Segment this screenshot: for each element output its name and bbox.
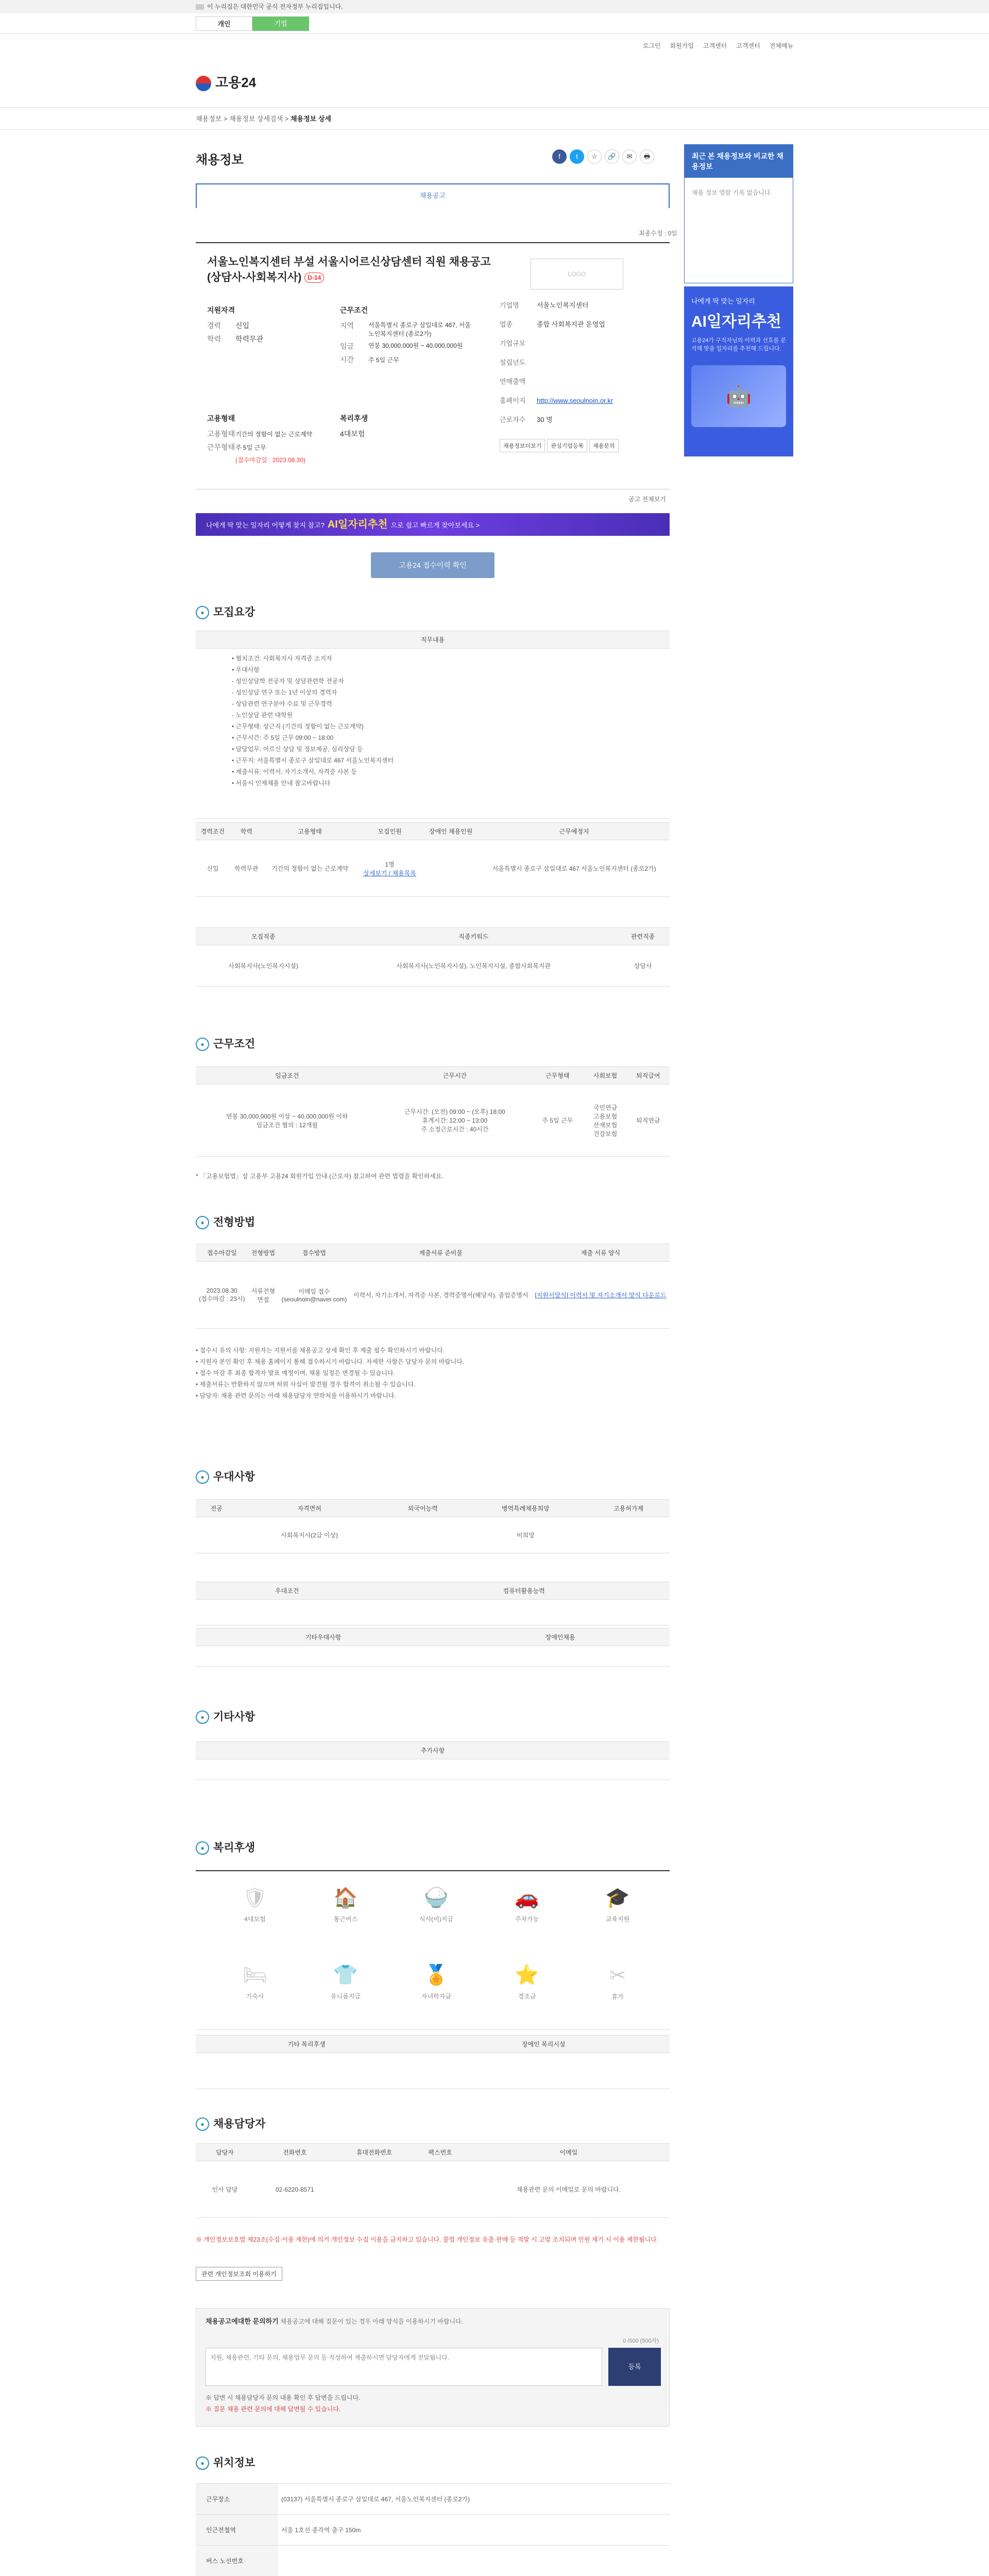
- recruit-cell: 신입: [196, 840, 230, 897]
- duty-line: • 근무형태: 상근직 (기간의 정함이 없는 근로계약): [232, 723, 364, 730]
- logo-mark-icon: [196, 76, 211, 91]
- section-icon: ●: [196, 1038, 209, 1051]
- duty-line: • 제출서류: 이력서, 자기소개서, 자격증 사본 등: [232, 768, 357, 775]
- cond-label: 임금: [340, 342, 354, 350]
- duty-line: • 우대사항: [232, 666, 260, 673]
- welfare-item: [216, 1887, 294, 1923]
- company-value: 종합 사회복지관 운영업: [537, 320, 605, 328]
- selection-header: 제출 서류 양식: [532, 1244, 670, 1262]
- contact-cell: 인사 담당: [196, 2161, 254, 2218]
- form-label: 고용형태: [207, 430, 235, 438]
- form-value: 기간의 정함이 없는 근로계약: [235, 431, 313, 438]
- recruit-cell: 1명 상세보기 / 채용목록: [356, 840, 423, 897]
- qualification-block: [207, 305, 263, 347]
- inquiry-note: ※ 답변 시 채용담당자 문의 내용 확인 후 답변을 드립니다.: [206, 2394, 361, 2401]
- recruit-cell: 학력무관: [230, 840, 264, 897]
- company-value: 서울노인복지센터: [537, 301, 589, 309]
- contact-header: 이메일: [468, 2144, 670, 2161]
- keyword-cell: 상담사: [616, 945, 670, 987]
- pref-cell: [378, 1600, 670, 1625]
- preference-header: 우대조건: [196, 1582, 378, 1600]
- qual-heading: 지원자격: [207, 306, 235, 314]
- duty-line: • 담당업무: 어르신 상담 및 정보제공, 심리상담 등: [232, 745, 363, 753]
- company-label: 근로자수: [500, 416, 526, 423]
- duty-line: • 협치조건: 사회복지사 자격증 소지자: [232, 655, 332, 662]
- welfare-label: 경조금: [518, 1993, 536, 2000]
- cs-link[interactable]: 고객센터: [736, 42, 760, 49]
- recruit-header: 근무예정지: [479, 823, 670, 840]
- welfare-icon: ✂: [609, 1965, 626, 1987]
- cond-label: 지역: [340, 321, 354, 330]
- inquiry-note: ※ 질문 채용 관련 문의에 대해 답변될 수 있습니다.: [206, 2405, 341, 2413]
- recruit-table: [196, 822, 670, 897]
- inquiry-button[interactable]: 채용문의: [589, 439, 619, 452]
- location-label: 버스 노선번호: [196, 2546, 278, 2576]
- tab-company[interactable]: 기업: [252, 16, 309, 31]
- keyword-header: 모집직종: [196, 928, 331, 945]
- contact-cell: [336, 2161, 413, 2218]
- ai-recommend-ad[interactable]: [684, 286, 793, 456]
- preference-header: 기타우대사항: [196, 1629, 451, 1646]
- welfare-label: 유니폼지급: [331, 1993, 361, 2000]
- location-value: [278, 2484, 670, 2515]
- pref-cell: [196, 1600, 378, 1625]
- workcond-header: 임금조건: [196, 1067, 379, 1084]
- logo-text: 고용24: [215, 75, 257, 90]
- location-value-text: (03137) 서울특별시 종로구 삼일대로 467, 서울노인복지센터 (종로2가): [281, 2496, 470, 2503]
- workcond-header: 퇴직급여: [627, 1067, 670, 1084]
- duties-table: [196, 631, 670, 819]
- duty-line: - 상담관련 연구분야 수료 및 근무경력: [232, 700, 332, 707]
- crumb-3: 채용정보 상세: [290, 115, 331, 123]
- workcond-header: 사회보험: [584, 1067, 626, 1084]
- contact-header: 휴대전화번호: [336, 2144, 413, 2161]
- recruit-header: 모집인원: [356, 823, 423, 840]
- workcond-cell: 주 5일 근무: [531, 1084, 584, 1157]
- duty-line: - 노인상담 관련 대학원: [232, 711, 293, 719]
- link-icon[interactable]: 🔗: [605, 149, 619, 164]
- preference-table-2: [196, 1582, 670, 1625]
- welfare-label: 기숙사: [246, 1993, 264, 2000]
- twitter-icon[interactable]: t: [570, 149, 584, 164]
- preference-cell: 사회복지사(2급 이상): [237, 1517, 381, 1553]
- cond-value: 주 5일 근무: [368, 357, 399, 364]
- qual-value: 학력무관: [235, 335, 264, 343]
- welfare-icon: 🏅: [424, 1964, 449, 1986]
- welfare-item: [398, 1887, 475, 1923]
- welfare-item: [307, 1964, 384, 2001]
- flag-icon: [196, 4, 204, 10]
- welfare-label: 주차가능: [515, 1916, 539, 1923]
- selection-cell: 2023.08.30 (접수마감 : 23시): [196, 1262, 248, 1329]
- etc-header: 추가사항: [196, 1742, 670, 1759]
- recent-viewed-body: 채용 정보 열람 기록 없습니다.: [692, 189, 772, 196]
- section-title-text: 모집요강: [213, 606, 255, 618]
- preference-cell: 비희망: [464, 1517, 587, 1553]
- contact-cell: 채용관련 문의 이메일로 문의 바랍니다.: [468, 2161, 670, 2218]
- section-title-text: 전형방법: [213, 1216, 255, 1228]
- ai-ad-title: AI일자리추천: [691, 313, 781, 330]
- interest-company-button[interactable]: 관심기업등록: [547, 439, 587, 452]
- workcond-cell: 근무시간: (오전) 09:00 ~ (오후) 18:00 휴게시간: 12:00 ~ 13:00 주 소정근로시간 : 40시간: [379, 1084, 531, 1157]
- section-icon: ●: [196, 2117, 209, 2131]
- robot-icon: 🤖: [691, 365, 786, 427]
- ai-ad-small: 나에게 딱 맞는 일자리: [691, 297, 755, 305]
- form-label: 근무형태: [207, 443, 235, 451]
- etc-cell: [196, 1759, 670, 1780]
- recruit-cell: [423, 840, 479, 897]
- selection-note: • 지원자 본인 확인 후 채용 홈페이지 통해 접수하시기 바랍니다. 자세한 사항은 담당자 문의 바랍니다.: [196, 1358, 465, 1365]
- welfare-label: 4대보험: [244, 1916, 266, 1923]
- keyword-header: 직종키워드: [331, 928, 616, 945]
- crumb-1[interactable]: 채용정보: [196, 115, 222, 123]
- section-icon: ●: [196, 2456, 209, 2470]
- welfare-header: 기타 복리후생: [196, 2036, 418, 2053]
- preference-table-3: [196, 1628, 670, 1667]
- cond-label: 시간: [340, 355, 354, 364]
- location-value: [278, 2546, 670, 2576]
- section-title-preference: [196, 1468, 255, 1484]
- welfare-table: [196, 2035, 670, 2089]
- welfare-item: [216, 1964, 294, 2001]
- star-icon[interactable]: ☆: [587, 149, 602, 164]
- audience-tabs: [0, 13, 989, 34]
- workcond-note: * 「고용보험법」상 고용부 고용24 회원가입 안내 (근로자) 참고하여 관련 법령을 확인하세요.: [196, 1173, 444, 1180]
- share-bar: [549, 149, 654, 164]
- selection-cell: [지원서양식] 이력서 및 자기소개서 양식 다운로드: [532, 1262, 670, 1329]
- recruit-cell: 기간의 정함이 없는 근로계약: [263, 840, 356, 897]
- dday-badge: D-14: [304, 273, 324, 283]
- section-title-text: 위치정보: [213, 2457, 255, 2469]
- site-logo[interactable]: [196, 72, 256, 91]
- section-title-recruit: [196, 604, 255, 619]
- cond-value: 연봉 30,000,000원 ~ 40,000,000원: [368, 342, 463, 349]
- banner-post: 으로 쉽고 빠르게 찾아보세요 >: [390, 521, 480, 529]
- help-link[interactable]: 고객센터: [703, 42, 727, 49]
- location-value-text: 서울 1호선 종각역 출구 150m: [281, 2527, 361, 2534]
- cond-value: 서울특별시 종로구 삼일대로 467, 서울노인복지센터 (종로2가): [368, 321, 471, 337]
- welfare-item: [488, 1887, 566, 1923]
- close-note: (접수마감일 : 2023.08.30): [235, 456, 306, 464]
- welfare-grid: [196, 1870, 670, 2030]
- section-title-workcond: [196, 1036, 255, 1051]
- section-title-text: 기타사항: [213, 1711, 255, 1723]
- welfare-icon: 🛡: [242, 1887, 268, 1909]
- section-title-contact: [196, 2115, 265, 2131]
- keyword-cell: 사회복지사(노인복지시설), 노인복지시설, 종합사회복지관: [331, 945, 616, 987]
- workcond-cell: 연봉 30,000,000원 이상 ~ 40,000,000원 이하 임금조건 협의 : 12개월: [196, 1084, 379, 1157]
- section-icon: ●: [196, 1841, 209, 1855]
- location-value: [278, 2515, 670, 2546]
- section-icon: ●: [196, 1470, 209, 1484]
- recruit-detail-link[interactable]: 상세보기 / 채용목록: [363, 869, 416, 877]
- welfare-header: 장애인 복리시설: [418, 2036, 670, 2053]
- contact-header: 담당자: [196, 2144, 254, 2161]
- preference-header: 컴퓨터활용능력: [378, 1582, 670, 1600]
- preference-cell: [382, 1517, 464, 1553]
- apply-history-button[interactable]: 고용24 접수이력 확인: [371, 552, 494, 578]
- welfare-block: [340, 413, 368, 442]
- preference-header: 자격면허: [237, 1500, 381, 1517]
- welfare-item: [488, 1964, 566, 2001]
- selection-note: • 접수 마감 후 최종 합격자 발표 예정이며, 채용 일정은 변경될 수 있습니다.: [196, 1369, 396, 1377]
- welfare-label: 통근버스: [333, 1916, 358, 1923]
- qual-label: 경력: [207, 321, 221, 330]
- preference-header: 전공: [196, 1500, 237, 1517]
- inquiry-box: [196, 2308, 670, 2427]
- welfare-icon: ⭐: [515, 1964, 539, 1986]
- section-title-text: 근무조건: [213, 1038, 255, 1050]
- crumb-2[interactable]: 채용정보 상세검색: [229, 115, 283, 123]
- more-jobs-button[interactable]: 채용정보더보기: [500, 439, 545, 452]
- section-title-text: 복리후생: [213, 1842, 255, 1854]
- selection-table: [196, 1244, 670, 1329]
- preference-header: 병역특례채용희망: [464, 1500, 587, 1517]
- section-icon: ●: [196, 606, 209, 619]
- inquiry-title: [206, 2316, 463, 2326]
- preference-header: 외국어능력: [382, 1500, 464, 1517]
- welfare-item: [307, 1887, 384, 1923]
- recruit-cell: 서울특별시 종로구 삼일대로 467 서울노인복지센터 (종로2가): [479, 840, 670, 897]
- selection-header: 전형방법: [248, 1244, 279, 1262]
- selection-header: 접수방법: [278, 1244, 350, 1262]
- inquiry-sub: 채용공고에 대해 질문이 있는 경우 아래 양식을 이용하시기 바랍니다.: [280, 2318, 463, 2325]
- section-icon: ●: [196, 1216, 209, 1229]
- inquiry-textarea[interactable]: 지원, 채용관련, 기타 문의, 채용업무 문의 등 작성하여 제출하시면 담당자에게 전달됩니다.: [206, 2348, 602, 2386]
- inquiry-submit-button[interactable]: 등록: [608, 2348, 661, 2386]
- company-label: 업종: [500, 320, 513, 328]
- condition-block: [340, 305, 484, 368]
- preference-header: 장애인채용: [451, 1629, 670, 1646]
- recent-viewed-title: 최근 본 채용정보와 비교한 채용정보: [685, 145, 793, 178]
- workcond-cell: 퇴직연금: [627, 1084, 670, 1157]
- recruit-header: 경력조건: [196, 823, 230, 840]
- welfare-cell: [418, 2053, 670, 2089]
- company-label: 연매출액: [500, 378, 526, 385]
- welfare-label: 휴가: [611, 1993, 624, 2001]
- section-title-text: 우대사항: [213, 1471, 255, 1483]
- company-value: 30 명: [537, 416, 553, 423]
- qual-label: 학력: [207, 335, 221, 343]
- duty-line: • 서울시 인재채용 안내 참고바랍니다: [232, 779, 331, 787]
- recruit-header: 장애인 채용인원: [423, 823, 479, 840]
- selection-header: 접수마감일: [196, 1244, 248, 1262]
- selection-header: 제출서류 준비물: [350, 1244, 532, 1262]
- tab-personal[interactable]: 개인: [196, 16, 252, 31]
- workcond-cell: 국민연금 고용보험 산재보험 건강보험: [584, 1084, 626, 1157]
- welfare-icon: 🏠: [333, 1887, 358, 1909]
- workcond-table: [196, 1066, 670, 1157]
- preference-header: 고용허가제: [587, 1500, 670, 1517]
- duty-line: • 근무지: 서울특별시 종로구 삼일대로 467 서울노인복지센터: [232, 757, 394, 764]
- etc-table: [196, 1741, 670, 1780]
- duties-body: [196, 649, 670, 819]
- facebook-icon[interactable]: f: [552, 149, 567, 164]
- company-label: 홈페이지: [500, 397, 526, 404]
- job-title-text: 서울노인복지센터 부설 서울시어르신상담센터 직원 채용공고(상담사-사회복지사): [207, 256, 491, 283]
- contact-notice: ※ 개인정보보호법 제23조(수집·이용 제한)에 의거 개인정보 수집 이용을 금지하고 있습니다. 불법 개인정보 유출·판매 등 적발 시 고발 조치되며 민원 제기 시 이용 제한됩니다.: [196, 2236, 659, 2243]
- cond-heading: 근무조건: [340, 306, 368, 314]
- selection-cell: 이력서, 자기소개서, 자격증 사본, 경력증명서(해당자), 졸업증명서: [350, 1262, 532, 1329]
- login-link[interactable]: 로그인: [642, 42, 661, 49]
- duty-line: - 성인상담 연구 또는 1년 이상의 경력자: [232, 689, 337, 696]
- job-title: [207, 255, 496, 285]
- company-homepage-link[interactable]: http://www.seoulnoin.or.kr: [537, 397, 613, 404]
- selection-note: • 담당자: 채용 관련 문의는 아래 채용담당자 연락처를 이용하시기 바랍니다.: [196, 1392, 396, 1399]
- selection-note: • 접수시 유의 사항: 지원자는 지원서를 채용공고 상세 확인 후 제출 필수 확인하시기 바랍니다.: [196, 1347, 445, 1354]
- section-title-etc: [196, 1708, 255, 1724]
- preference-cell: [196, 1517, 237, 1553]
- location-label: 근무장소: [196, 2484, 278, 2515]
- signup-link[interactable]: 회원가입: [670, 42, 694, 49]
- selection-cell: 서류전형 면접: [248, 1262, 279, 1329]
- section-icon: ●: [196, 1710, 209, 1724]
- recruit-header: 학력: [230, 823, 264, 840]
- company-logo: LOGO: [531, 259, 623, 290]
- qual-value: 신입: [235, 321, 250, 330]
- welfare-item: [398, 1964, 475, 2001]
- gov-banner: [0, 0, 989, 13]
- selection-note: • 제출서류는 반환하지 않으며 허위 사실이 발견될 경우 합격이 취소될 수 있습니다.: [196, 1381, 416, 1388]
- pref-cell: [451, 1646, 670, 1667]
- welfare-label: 자녀학자금: [421, 1993, 451, 2000]
- contact-header: 전화번호: [254, 2144, 336, 2161]
- welfare-icon: 🚗: [515, 1887, 539, 1909]
- gov-banner-text: 이 누리집은 대한민국 공식 전자정부 누리집입니다.: [207, 3, 343, 10]
- company-actions: [500, 439, 621, 452]
- view-all-toggle[interactable]: 공고 전체보기: [628, 496, 666, 503]
- inquiry-counter: 0 /500 (500자): [623, 2338, 659, 2344]
- preference-table: [196, 1499, 670, 1553]
- keyword-header: 관련직종: [616, 928, 670, 945]
- form-heading: 고용형태: [207, 414, 235, 422]
- section-title-selection: [196, 1214, 255, 1229]
- welfare-label: 식사(비)지급: [419, 1916, 453, 1923]
- recent-viewed-panel: [684, 144, 793, 283]
- duties-header: 직무내용: [196, 631, 670, 649]
- contact-cell: 02-6220-8571: [254, 2161, 336, 2218]
- keyword-cell: 사회복지사(노인복지시설): [196, 945, 331, 987]
- contact-cell: [413, 2161, 468, 2218]
- all-menu-link[interactable]: 전체메뉴: [769, 42, 793, 49]
- welfare-heading: 복리후생: [340, 414, 368, 422]
- selection-notes: [196, 1345, 670, 1401]
- print-icon[interactable]: 🖶: [640, 149, 654, 164]
- banner-main: AI일자리추천: [327, 519, 388, 530]
- workcond-header: 근무형태: [531, 1067, 584, 1084]
- recruit-header: 고용형태: [263, 823, 356, 840]
- section-title-location: [196, 2454, 255, 2470]
- job-keyword-table: [196, 927, 670, 987]
- company-label: 기업규모: [500, 340, 526, 347]
- location-label: 인근전철역: [196, 2515, 278, 2546]
- duty-line: - 성인상담학 전공자 및 상담관련학 전공자: [232, 677, 344, 685]
- welfare-icon: 👕: [333, 1964, 358, 1986]
- form-value: 주 5일 근무: [235, 444, 266, 451]
- page-title: 채용정보: [196, 153, 244, 167]
- pref-cell: [196, 1646, 451, 1667]
- contact-header: 팩스번호: [413, 2144, 468, 2161]
- company-info: [500, 300, 613, 433]
- privacy-button[interactable]: 관련 개인정보조회 이용하기: [196, 2267, 282, 2281]
- welfare-icon: 🎓: [605, 1887, 630, 1909]
- welfare-item: [579, 1964, 656, 2001]
- preference-cell: [587, 1517, 670, 1553]
- ai-banner[interactable]: [196, 513, 670, 536]
- section-title-text: 채용담당자: [213, 2118, 266, 2130]
- welfare-value: 4대보험: [340, 430, 365, 438]
- location-table: [196, 2483, 670, 2576]
- breadcrumb: 채용정보 > 채용정보 상세검색 > 채용정보 상세: [0, 107, 989, 130]
- welfare-cell: [196, 2053, 418, 2089]
- ai-ad-desc: 고용24가 구직자님의 이력과 선호를 분석해 맞춤 일자리를 추천해 드립니다.: [691, 337, 786, 352]
- welfare-icon: 🛏: [242, 1964, 268, 1986]
- company-label: 설립년도: [500, 359, 526, 366]
- workcond-header: 근무시간: [379, 1067, 531, 1084]
- section-title-welfare: [196, 1839, 255, 1855]
- company-label: 기업명: [500, 301, 519, 309]
- mail-icon[interactable]: ✉: [622, 149, 637, 164]
- tab-job-posting[interactable]: 채용공고: [196, 183, 670, 208]
- selection-cell: 이메일 접수 (seoulnoin@naver.com): [278, 1262, 350, 1329]
- job-summary: [196, 242, 670, 489]
- welfare-label: 교육지원: [605, 1916, 630, 1923]
- employment-block: [207, 413, 312, 467]
- utility-nav: [634, 41, 793, 50]
- banner-pre: 나에게 딱 맞는 일자리 어떻게 찾지 참고?: [206, 521, 325, 529]
- duty-line: • 근무시간: 주 5일 근무 09:00 ~ 18:00: [232, 734, 334, 741]
- welfare-item: [579, 1887, 656, 1923]
- inquiry-title-text: 채용공고에대한 문의하기: [206, 2317, 279, 2325]
- last-updated: 최종수정 : 0일: [639, 230, 677, 237]
- welfare-icon: 🍚: [424, 1887, 449, 1909]
- contact-table: [196, 2143, 670, 2218]
